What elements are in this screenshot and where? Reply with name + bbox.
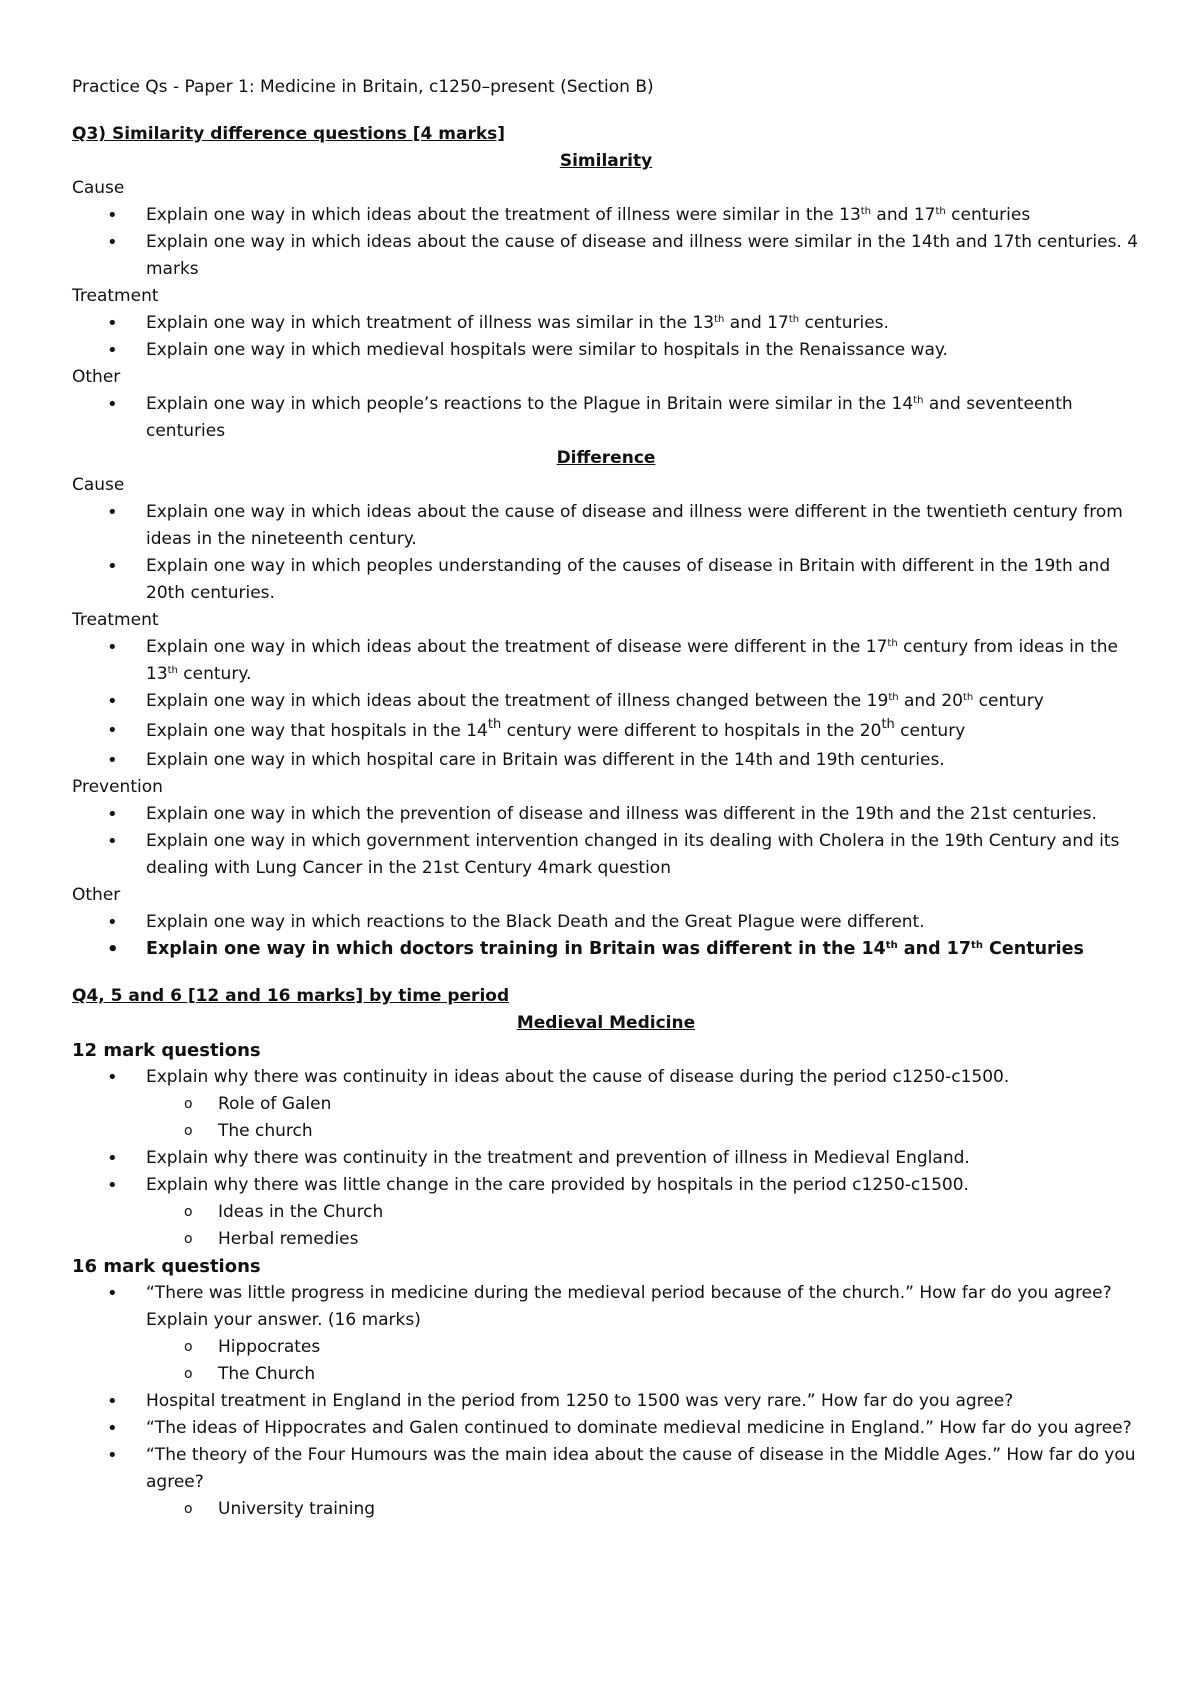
- list-item: • Explain one way in which ideas about the treatment of disease were different in the 17th century from ideas in the 13th century.: [72, 634, 1140, 688]
- medieval-medicine-heading: Medieval Medicine: [516, 1013, 696, 1033]
- list-item: • “The theory of the Four Humours was the main idea about the cause of disease in the Middle Ages.” How far do you agree? o University training: [72, 1442, 1140, 1523]
- sim-other-label: Other: [72, 367, 121, 387]
- list-item: • “There was little progress in medicine during the medieval period because of the church.” How far do you agree? Explain your answer. (16 marks) o Hippocrates o The Church: [72, 1280, 1140, 1388]
- list-item: • Explain one way in which ideas about the treatment of illness changed between the 19th and 20th century: [72, 688, 1140, 715]
- sim-cause-list: [72, 202, 1140, 283]
- sub-list-item: o The Church: [72, 1361, 1140, 1388]
- diff-other-list: [72, 909, 1140, 963]
- document-title: Practice Qs - Paper 1: Medicine in Britain, c1250–present (Section B): [72, 77, 654, 97]
- list-item: • Explain one way that hospitals in the 14th century were different to hospitals in the 20th century: [72, 715, 1140, 747]
- diff-treatment-label: Treatment: [72, 610, 159, 630]
- list-item: • Explain one way in which reactions to the Black Death and the Great Plague were different.: [72, 909, 1140, 936]
- list-item: • Explain one way in which people’s reactions to the Plague in Britain were similar in the 14th and seventeenth centuries: [72, 391, 1140, 445]
- sixteen-mark-list: [72, 1280, 1140, 1523]
- sub-list-item: o University training: [72, 1496, 1140, 1523]
- similarity-heading: Similarity: [559, 151, 653, 171]
- diff-treatment-list: [72, 634, 1140, 774]
- section-gap: [72, 963, 1140, 983]
- list-item: • Explain one way in which government intervention changed in its dealing with Cholera in the 19th Century and its dealing with Lung Cancer in the 21st Century 4mark question: [72, 828, 1140, 882]
- diff-prevention-list: [72, 801, 1140, 882]
- list-item: • Explain one way in which ideas about the cause of disease and illness were different in the twentieth century from ideas in the nineteenth century.: [72, 499, 1140, 553]
- list-item: • Explain one way in which ideas about the treatment of illness were similar in the 13th and 17th centuries: [72, 202, 1140, 229]
- difference-heading: Difference: [556, 448, 656, 468]
- diff-cause-list: [72, 499, 1140, 607]
- sim-treatment-label: Treatment: [72, 286, 159, 306]
- q456-heading: Q4, 5 and 6 [12 and 16 marks] by time period: [72, 986, 510, 1006]
- list-item: • Explain one way in which the prevention of disease and illness was different in the 19th and the 21st centuries.: [72, 801, 1140, 828]
- list-item: • Explain one way in which hospital care in Britain was different in the 14th and 19th centuries.: [72, 747, 1140, 774]
- sub-list: [72, 1496, 1140, 1523]
- diff-other-label: Other: [72, 885, 121, 905]
- sim-other-list: [72, 391, 1140, 445]
- q3-heading: Q3) Similarity difference questions [4 marks]: [72, 124, 506, 144]
- sixteen-mark-label: 16 mark questions: [72, 1256, 261, 1277]
- list-item: • Explain one way in which peoples understanding of the causes of disease in Britain with different in the 19th and 20th centuries.: [72, 553, 1140, 607]
- list-item: • Explain one way in which doctors training in Britain was different in the 14th and 17th Centuries: [72, 936, 1140, 963]
- sub-list-item: o Role of Galen: [72, 1091, 1140, 1118]
- sub-list-item: o Herbal remedies: [72, 1226, 1140, 1253]
- sim-cause-label: Cause: [72, 178, 125, 198]
- sub-list-item: o Hippocrates: [72, 1334, 1140, 1361]
- list-item: • Explain why there was continuity in ideas about the cause of disease during the period c1250-c1500. o Role of Galen o The church: [72, 1064, 1140, 1145]
- sub-list-item: o The church: [72, 1118, 1140, 1145]
- sub-list: [72, 1091, 1140, 1145]
- sub-list-item: o Ideas in the Church: [72, 1199, 1140, 1226]
- list-item: • Explain why there was continuity in the treatment and prevention of illness in Medieval England.: [72, 1145, 1140, 1172]
- twelve-mark-list: [72, 1064, 1140, 1253]
- sub-list: [72, 1199, 1140, 1253]
- diff-prevention-label: Prevention: [72, 777, 163, 797]
- list-item: • Explain one way in which treatment of illness was similar in the 13th and 17th centuries.: [72, 310, 1140, 337]
- list-item: • “The ideas of Hippocrates and Galen continued to dominate medieval medicine in England.” How far do you agree?: [72, 1415, 1140, 1442]
- list-item: • Hospital treatment in England in the period from 1250 to 1500 was very rare.” How far do you agree?: [72, 1388, 1140, 1415]
- list-item: • Explain why there was little change in the care provided by hospitals in the period c1250-c1500. o Ideas in the Church o Herbal remedies: [72, 1172, 1140, 1253]
- diff-cause-label: Cause: [72, 475, 125, 495]
- twelve-mark-label: 12 mark questions: [72, 1040, 261, 1061]
- sub-list: [72, 1334, 1140, 1388]
- list-item: • Explain one way in which medieval hospitals were similar to hospitals in the Renaissance way.: [72, 337, 1140, 364]
- sim-treatment-list: [72, 310, 1140, 364]
- list-item: • Explain one way in which ideas about the cause of disease and illness were similar in the 14th and 17th centuries. 4 marks: [72, 229, 1140, 283]
